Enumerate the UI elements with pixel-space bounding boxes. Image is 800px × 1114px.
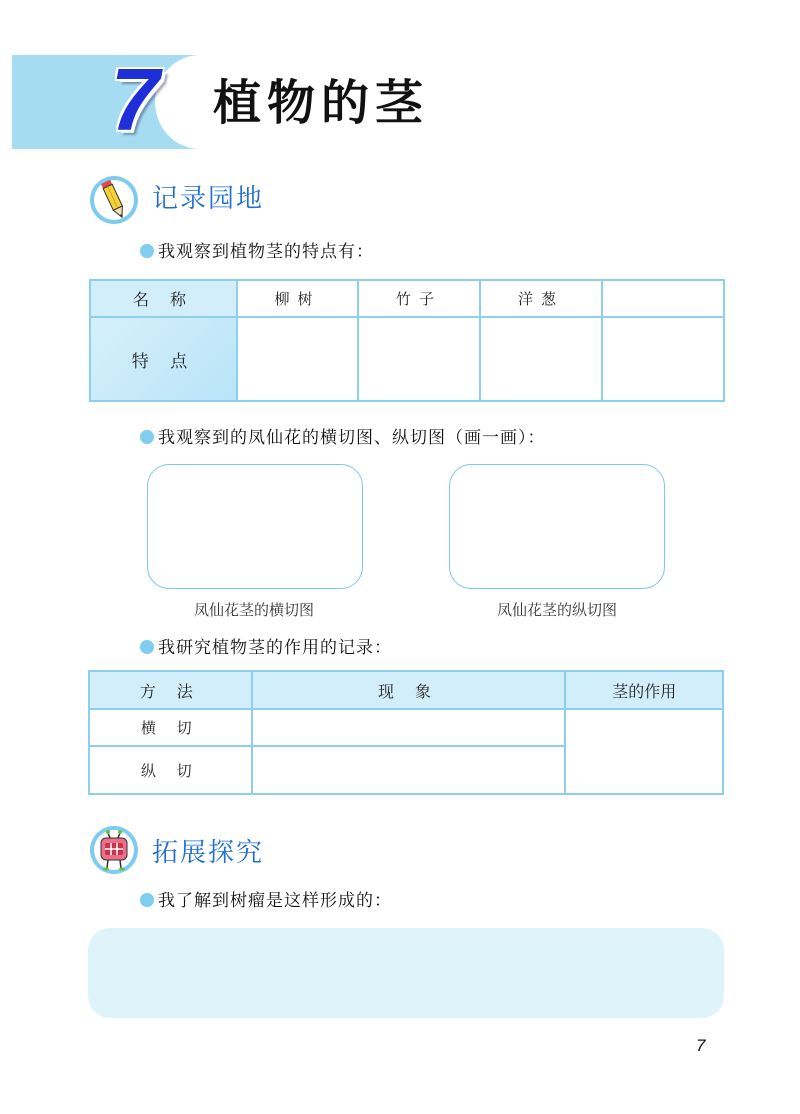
stem-features-table [89,279,725,402]
feature-cell[interactable] [602,317,724,401]
method-cell: 横 切 [89,709,252,746]
page-number: 7 [696,1036,706,1055]
question-stem-features [140,240,374,264]
plant-name-cell[interactable] [602,280,724,317]
bullet-dot [140,893,154,907]
longitudinal-section-caption: 凤仙花茎的纵切图 [496,601,617,619]
bullet-dot [140,244,154,258]
pencil-icon-graphic [90,176,138,224]
section-title-explore: 拓展探究 [152,838,265,868]
pencil-icon [90,176,138,224]
method-header: 方 法 [89,671,252,709]
header-feature-cell: 特 点 [90,317,237,401]
question-tree-burl [140,889,392,913]
stem-function-table [88,670,724,795]
feature-cell[interactable] [480,317,602,401]
plant-name-cell[interactable]: 洋葱 [480,280,602,317]
question-text: 我研究植物茎的作用的记录： [158,638,392,658]
phenomenon-cell[interactable] [252,746,566,794]
phenomenon-cell[interactable] [252,709,566,746]
feature-cell[interactable] [358,317,480,401]
question-stem-drawings [140,426,546,450]
cross-section-caption: 凤仙花茎的横切图 [193,601,314,619]
plant-name-cell[interactable]: 柳树 [237,280,358,317]
cross-section-drawing-box[interactable] [147,464,363,589]
question-text: 我了解到树瘤是这样形成的： [158,891,392,911]
lesson-title: 植物的茎 [213,75,430,131]
function-cell[interactable] [565,709,723,794]
question-stem-function [140,636,392,660]
question-text: 我观察到植物茎的特点有： [158,242,374,262]
phenomenon-header: 现 象 [252,671,566,709]
tree-burl-answer-box[interactable] [88,928,724,1018]
method-cell: 纵 切 [89,746,252,794]
lesson-number: 7 [110,50,160,149]
section-title-record: 记录园地 [152,184,265,214]
bullet-dot [140,640,154,654]
header-name-cell: 名 称 [90,280,237,317]
robot-icon-graphic [90,826,138,874]
plant-name-cell[interactable]: 竹子 [358,280,480,317]
longitudinal-section-drawing-box[interactable] [449,464,665,589]
function-header: 茎的作用 [565,671,723,709]
question-text: 我观察到的凤仙花的横切图、纵切图（画一画）： [158,428,546,448]
robot-icon [90,826,138,874]
bullet-dot [140,430,154,444]
feature-cell[interactable] [237,317,358,401]
